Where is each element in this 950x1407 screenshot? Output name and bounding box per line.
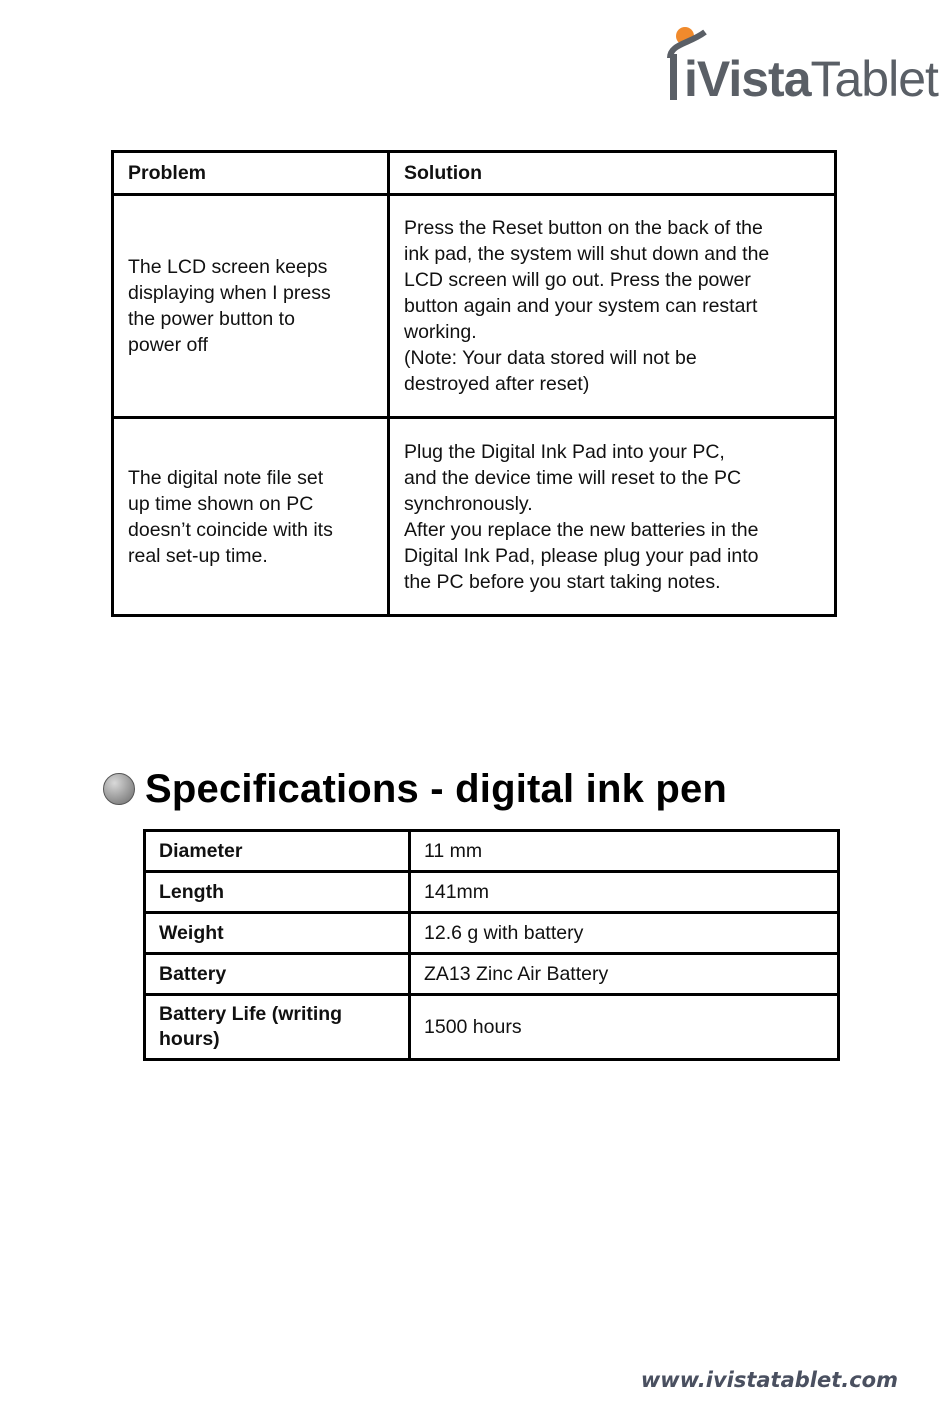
solution-line: ink pad, the system will shut down and the [404, 243, 770, 265]
spec-label: Battery [145, 954, 410, 995]
header-solution: Solution [389, 152, 836, 195]
solution-line: Digital Ink Pad, please plug your pad into [404, 544, 759, 567]
solution-line: synchronously. [404, 492, 533, 515]
problem-line: up time shown on PC [128, 492, 314, 515]
spec-label: Length [145, 872, 410, 913]
solution-line: working. [404, 321, 477, 343]
solution-line: Press the Reset button on the back of the [404, 217, 763, 239]
problem-line: the power button to [128, 308, 295, 330]
spec-value: 1500 hours [410, 995, 839, 1060]
solution-line: destroyed after reset) [404, 373, 590, 395]
spec-value: ZA13 Zinc Air Battery [410, 954, 839, 995]
table-row [145, 995, 839, 1060]
footer-url: www.ivistatablet.com [640, 1368, 898, 1392]
problem-cell [113, 195, 389, 418]
solution-line: button again and your system can restart [404, 295, 758, 317]
solution-cell [389, 418, 836, 616]
spec-value: 12.6 g with battery [410, 913, 839, 954]
spec-label [145, 995, 410, 1060]
table-header-row [113, 152, 836, 195]
table-row [113, 195, 836, 418]
specs-heading [103, 764, 727, 814]
problem-cell [113, 418, 389, 616]
logo-text-strong: iVista [684, 51, 811, 107]
specs-title: Specifications - digital ink pen [145, 766, 728, 811]
table-row [145, 831, 839, 872]
table-row [145, 954, 839, 995]
solution-cell [389, 195, 836, 418]
problem-line: power off [128, 334, 208, 356]
problem-line: displaying when I press [128, 282, 331, 304]
solution-line: After you replace the new batteries in the [404, 518, 759, 541]
table-row [145, 913, 839, 954]
logo-wordmark [684, 51, 938, 107]
solution-line: Plug the Digital Ink Pad into your PC, [404, 440, 725, 463]
solution-line: the PC before you start taking notes. [404, 570, 721, 593]
troubleshooting-table [111, 150, 837, 617]
header-problem: Problem [113, 152, 389, 195]
spec-value: 141mm [410, 872, 839, 913]
problem-line: doesn’t coincide with its [128, 518, 333, 541]
solution-line: and the device time will reset to the PC [404, 466, 742, 489]
brand-logo [665, 24, 938, 107]
solution-line: LCD screen will go out. Press the power [404, 269, 751, 291]
table-row [113, 418, 836, 616]
bullet-icon [103, 773, 135, 805]
table-row [145, 872, 839, 913]
problem-line: The digital note file set [128, 466, 324, 489]
spec-label: Diameter [145, 831, 410, 872]
solution-line: (Note: Your data stored will not be [404, 347, 697, 369]
spec-label-line: Battery Life (writing [159, 1003, 343, 1025]
spec-value: 11 mm [410, 831, 839, 872]
specs-table [143, 829, 840, 1061]
spec-label-line: hours) [159, 1028, 220, 1050]
logo-text-light: Tablet [810, 51, 938, 107]
spec-label: Weight [145, 913, 410, 954]
problem-line: The LCD screen keeps [128, 256, 328, 278]
problem-line: real set-up time. [128, 544, 268, 567]
